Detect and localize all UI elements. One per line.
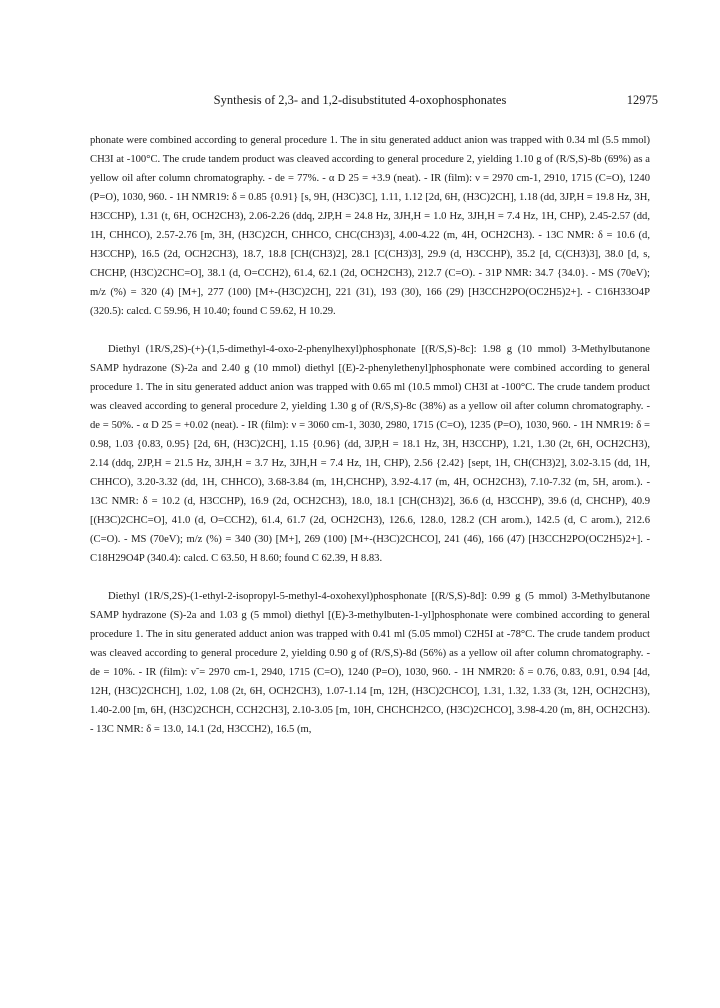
paragraph-8b-continued: phonate were combined according to general procedure 1. The in situ generated adduct anion was trapped with 0.34 ml (5.5 mmol) CH3I at -100°C. The crude tandem product was cleaved according to general procedure 2, yielding 1.10 g of (R/S,S)-8b (69%) as a yellow oil after column chromatography. - de = 77%. - α D 25 = +3.9 (neat). - IR (film): ν = 2970 cm-1, 2910, 1715 (C=O), 1240 (P=O), 1030, 960. - 1H NMR19: δ = 0.85 {0.91} [s, 9H, (H3C)3C], 1.11, 1.12 [2d, 6H, (H3C)2CH], 1.18 (dd, 3JP,H = 19.8 Hz, 3H, H3CCHP), 1.31 (t, 6H, OCH2CH3), 2.06-2.26 (ddq, 2JP,H = 24.8 Hz, 3JH,H = 1.0 Hz, 3JH,H = 7.4 Hz, 1H, CHP), 2.45-2.57 (dd, 1H, CHHCO), 2.57-2.76 [m, 3H, (H3C)2CH, CHHCO, CHC(CH3)3], 4.00-4.22 (m, 4H, OCH2CH3). - 13C NMR: δ = 10.6 (d, H3CCHP), 16.5 (2d, OCH2CH3), 18.7, 18.8 [CH(CH3)2], 28.1 [C(CH3)3], 29.9 (d, H3CCHP), 35.2 [d, C(CH3)3], 38.0 [d, s, CHCHP, (H3C)2CHC=O], 38.1 (d, O=CCH2), 61.4, 62.1 (2d, OCH2CH3), 212.7 (C=O). - 31P NMR: 34.7 {34.0}. - MS (70eV); m/z (%) = 320 (4) [M+], 277 (100) [M+-(H3C)2CH], 221 (31), 193 (30), 166 (29) [H3CCH2PO(OC2H5)2+]. - C16H33O4P (320.5): calcd. C 59.96, H 10.40; found C 59.62, H 10.29. (90, 135, 650, 317)
running-header (0, 93, 720, 111)
paragraph-8d: Diethyl (1R/S,2S)-(1-ethyl-2-isopropyl-5-methyl-4-oxohexyl)phosphonate [(R/S,S)-8d]: 0.99 g (5 mmol) 3-Methylbutanone SAMP hydrazone (S)-2a and 1.03 g (5 mmol) diethyl [(E)-3-methylbuten-1-yl]phosphonate were combined according to general procedure 1. The in situ generated adduct anion was trapped with 0.41 ml (5.05 mmol) C2H5I at -78°C. The crude tandem product was cleaved according to general procedure 2, yielding 0.90 g of (R/S,S)-8d (56%) as a yellow oil after column chromatography. - de = 10%. - IR (film): ν̃ = 2970 cm-1, 2940, 1715 (C=O), 1240 (P=O), 1030, 960. - 1H NMR20: δ = 0.76, 0.83, 0.91, 0.94 [4d, 12H, (H3C)2CHCH], 1.02, 1.08 (2t, 6H, OCH2CH3), 1.07-1.14 [m, 12H, (H3C)2CHCO], 1.31, 1.32, 1.33 (3t, 12H, OCH2CH3), 1.40-2.00 [m, 6H, (H3C)2CHCH, CCH2CH3], 2.10-3.05 [m, 10H, CHCHCH2CO, (H3C)2CHCO], 3.98-4.20 (m, 8H, OCH2CH3). - 13C NMR: δ = 13.0, 14.1 (2d, H3CCH2), 16.5 (m, (90, 591, 650, 735)
running-title: Synthesis of 2,3- and 1,2-disubstituted 4-oxophosphonates (213, 93, 507, 107)
paragraph-8c: Diethyl (1R/S,2S)-(+)-(1,5-dimethyl-4-oxo-2-phenylhexyl)phosphonate [(R/S,S)-8c]: 1.98 g (10 mmol) 3-Methylbutanone SAMP hydrazone (S)-2a and 2.40 g (10 mmol) diethyl [(E)-2-phenylethenyl]phosphonate were combined according to general procedure 1. The in situ generated adduct anion was trapped with 0.65 ml (10.5 mmol) CH3I at -100°C. The crude tandem product was cleaved according to general procedure 2, yielding 1.30 g of (R/S,S)-8c (38%) as a yellow oil after column chromatography. - de = 50%. - α D 25 = +0.02 (neat). - IR (film): ν = 3060 cm-1, 3030, 2980, 1715 (C=O), 1235 (P=O), 1030, 960. - 1H NMR19: δ = 0.98, 1.03 {0.83, 0.95} [2d, 6H, (H3C)2CH], 1.15 {0.96} (dd, 3JP,H = 18.1 Hz, 3H, H3CCHP), 1.21, 1.30 (2t, 6H, OCH2CH3), 2.14 (ddq, 2JP,H = 21.5 Hz, 3JH,H = 3.7 Hz, 3JH,H = 7.4 Hz, 1H, CHP), 2.56 {2.42} [sept, 1H, CH(CH3)2], 3.02-3.15 (dd, 1H, CHHCO), 3.20-3.32 (dd, 1H, CHHCO), 3.68-3.84 (m, 1H,CHCHP), 3.92-4.17 (m, 4H, OCH2CH3), 7.10-7.32 (m, 5H, arom.). - 13C NMR: δ = 10.2 (d, H3CCHP), 16.9 (2d, OCH2CH3), 18.0, 18.1 [CH(CH3)2], 36.6 (d, H3CCHP), 39.6 (d, CHCHP), 40.9 [(H3C)2CHC=O], 41.0 (d, O=CCH2), 61.4, 61.7 (2d, OCH2CH3), 126.6, 128.0, 128.2 (CH arom.), 142.5 (d, C arom.), 212.6 (C=O). - MS (70eV); m/z (%) = 340 (30) [M+], 269 (100) [M+-(H3C)2CHCO], 241 (46), 166 (47) [H3CCH2PO(OC2H5)2+]. - C18H29O4P (340.4): calcd. C 63.50, H 8.60; found C 62.39, H 8.83. (90, 344, 650, 564)
page-number: 12975 (626, 93, 658, 107)
body-text (90, 131, 650, 739)
